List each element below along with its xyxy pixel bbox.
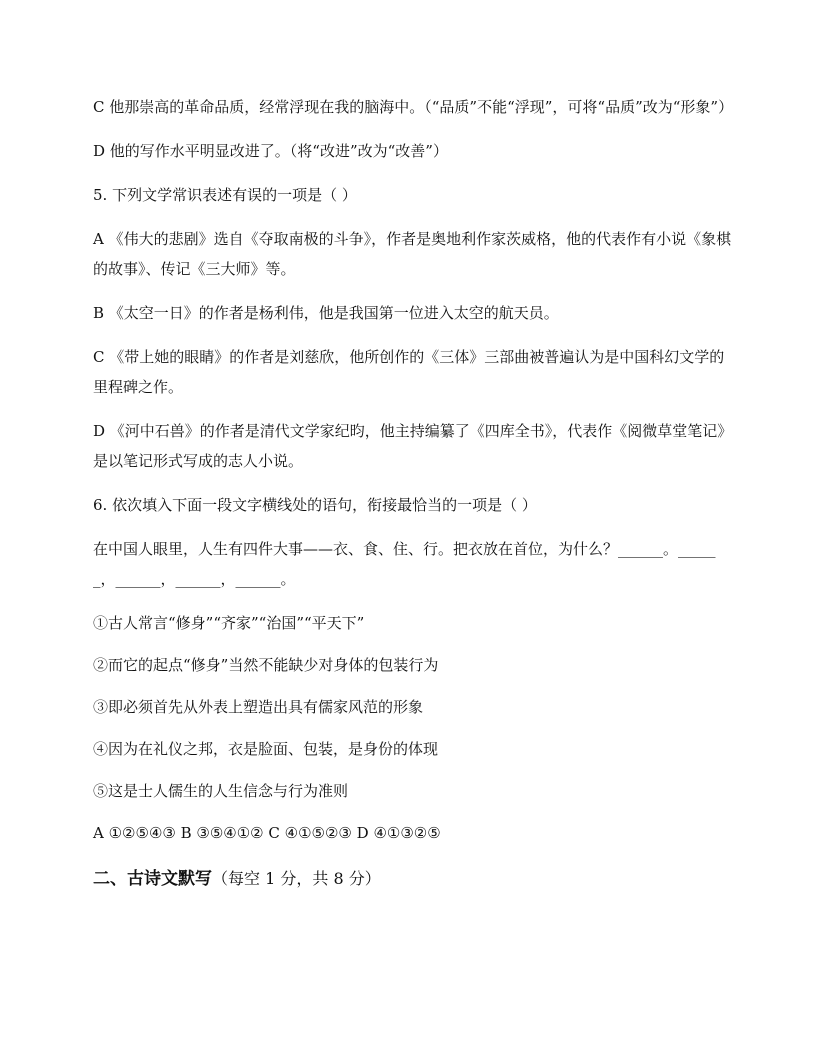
section-heading	[93, 864, 733, 894]
question-6-passage: 在中国人眼里，人生有四件大事——衣、食、住、行。把衣放在首位，为什么？______。______，______，______，______。	[93, 540, 716, 588]
sentence-item-5: ⑤这是士人儒生的人生信念与行为准则	[93, 782, 349, 800]
section-note: （每空 1 分，共 8 分）	[212, 869, 381, 888]
sentence-item-1: ①古人常言“修身”“齐家”“治国”“平天下”	[93, 614, 365, 632]
question-5-option-d: D 《河中石兽》的作者是清代文学家纪昀，他主持编纂了《四库全书》，代表作《阅微草堂笔记》是以笔记形式写成的志人小说。	[93, 422, 733, 470]
option-d-sentence: D 他的写作水平明显改进了。（将“改进”改为“改善”）	[93, 142, 448, 160]
question-6-stem: 6. 依次填入下面一段文字横线处的语句，衔接最恰当的一项是（ ）	[93, 496, 537, 514]
sentence-item-4: ④因为在礼仪之邦，衣是脸面、包装，是身份的体现	[93, 740, 439, 758]
option-c-sentence: C 他那崇高的革命品质，经常浮现在我的脑海中。（“品质”不能“浮现”，可将“品质”改为“形象”）	[93, 98, 734, 116]
question-6-options: A ①②⑤④③ B ③⑤④①② C ④①⑤②③ D ④①③②⑤	[93, 824, 441, 842]
question-5-stem: 5. 下列文学常识表述有误的一项是（ ）	[93, 186, 357, 204]
question-5-option-a: A 《伟大的悲剧》选自《夺取南极的斗争》，作者是奥地利作家茨威格，他的代表作有小说《象棋的故事》、传记《三大师》等。	[93, 230, 732, 278]
sentence-item-3: ③即必须首先从外表上塑造出具有儒家风范的形象	[93, 698, 424, 716]
document-page	[93, 92, 733, 894]
question-5-option-b: B 《太空一日》的作者是杨利伟，他是我国第一位进入太空的航天员。	[93, 304, 559, 322]
question-5-option-c: C 《带上她的眼睛》的作者是刘慈欣，他所创作的《三体》三部曲被普遍认为是中国科幻文学的里程碑之作。	[93, 348, 725, 396]
sentence-item-2: ②而它的起点“修身”当然不能缺少对身体的包装行为	[93, 656, 439, 674]
section-title: 二、古诗文默写	[93, 869, 212, 889]
